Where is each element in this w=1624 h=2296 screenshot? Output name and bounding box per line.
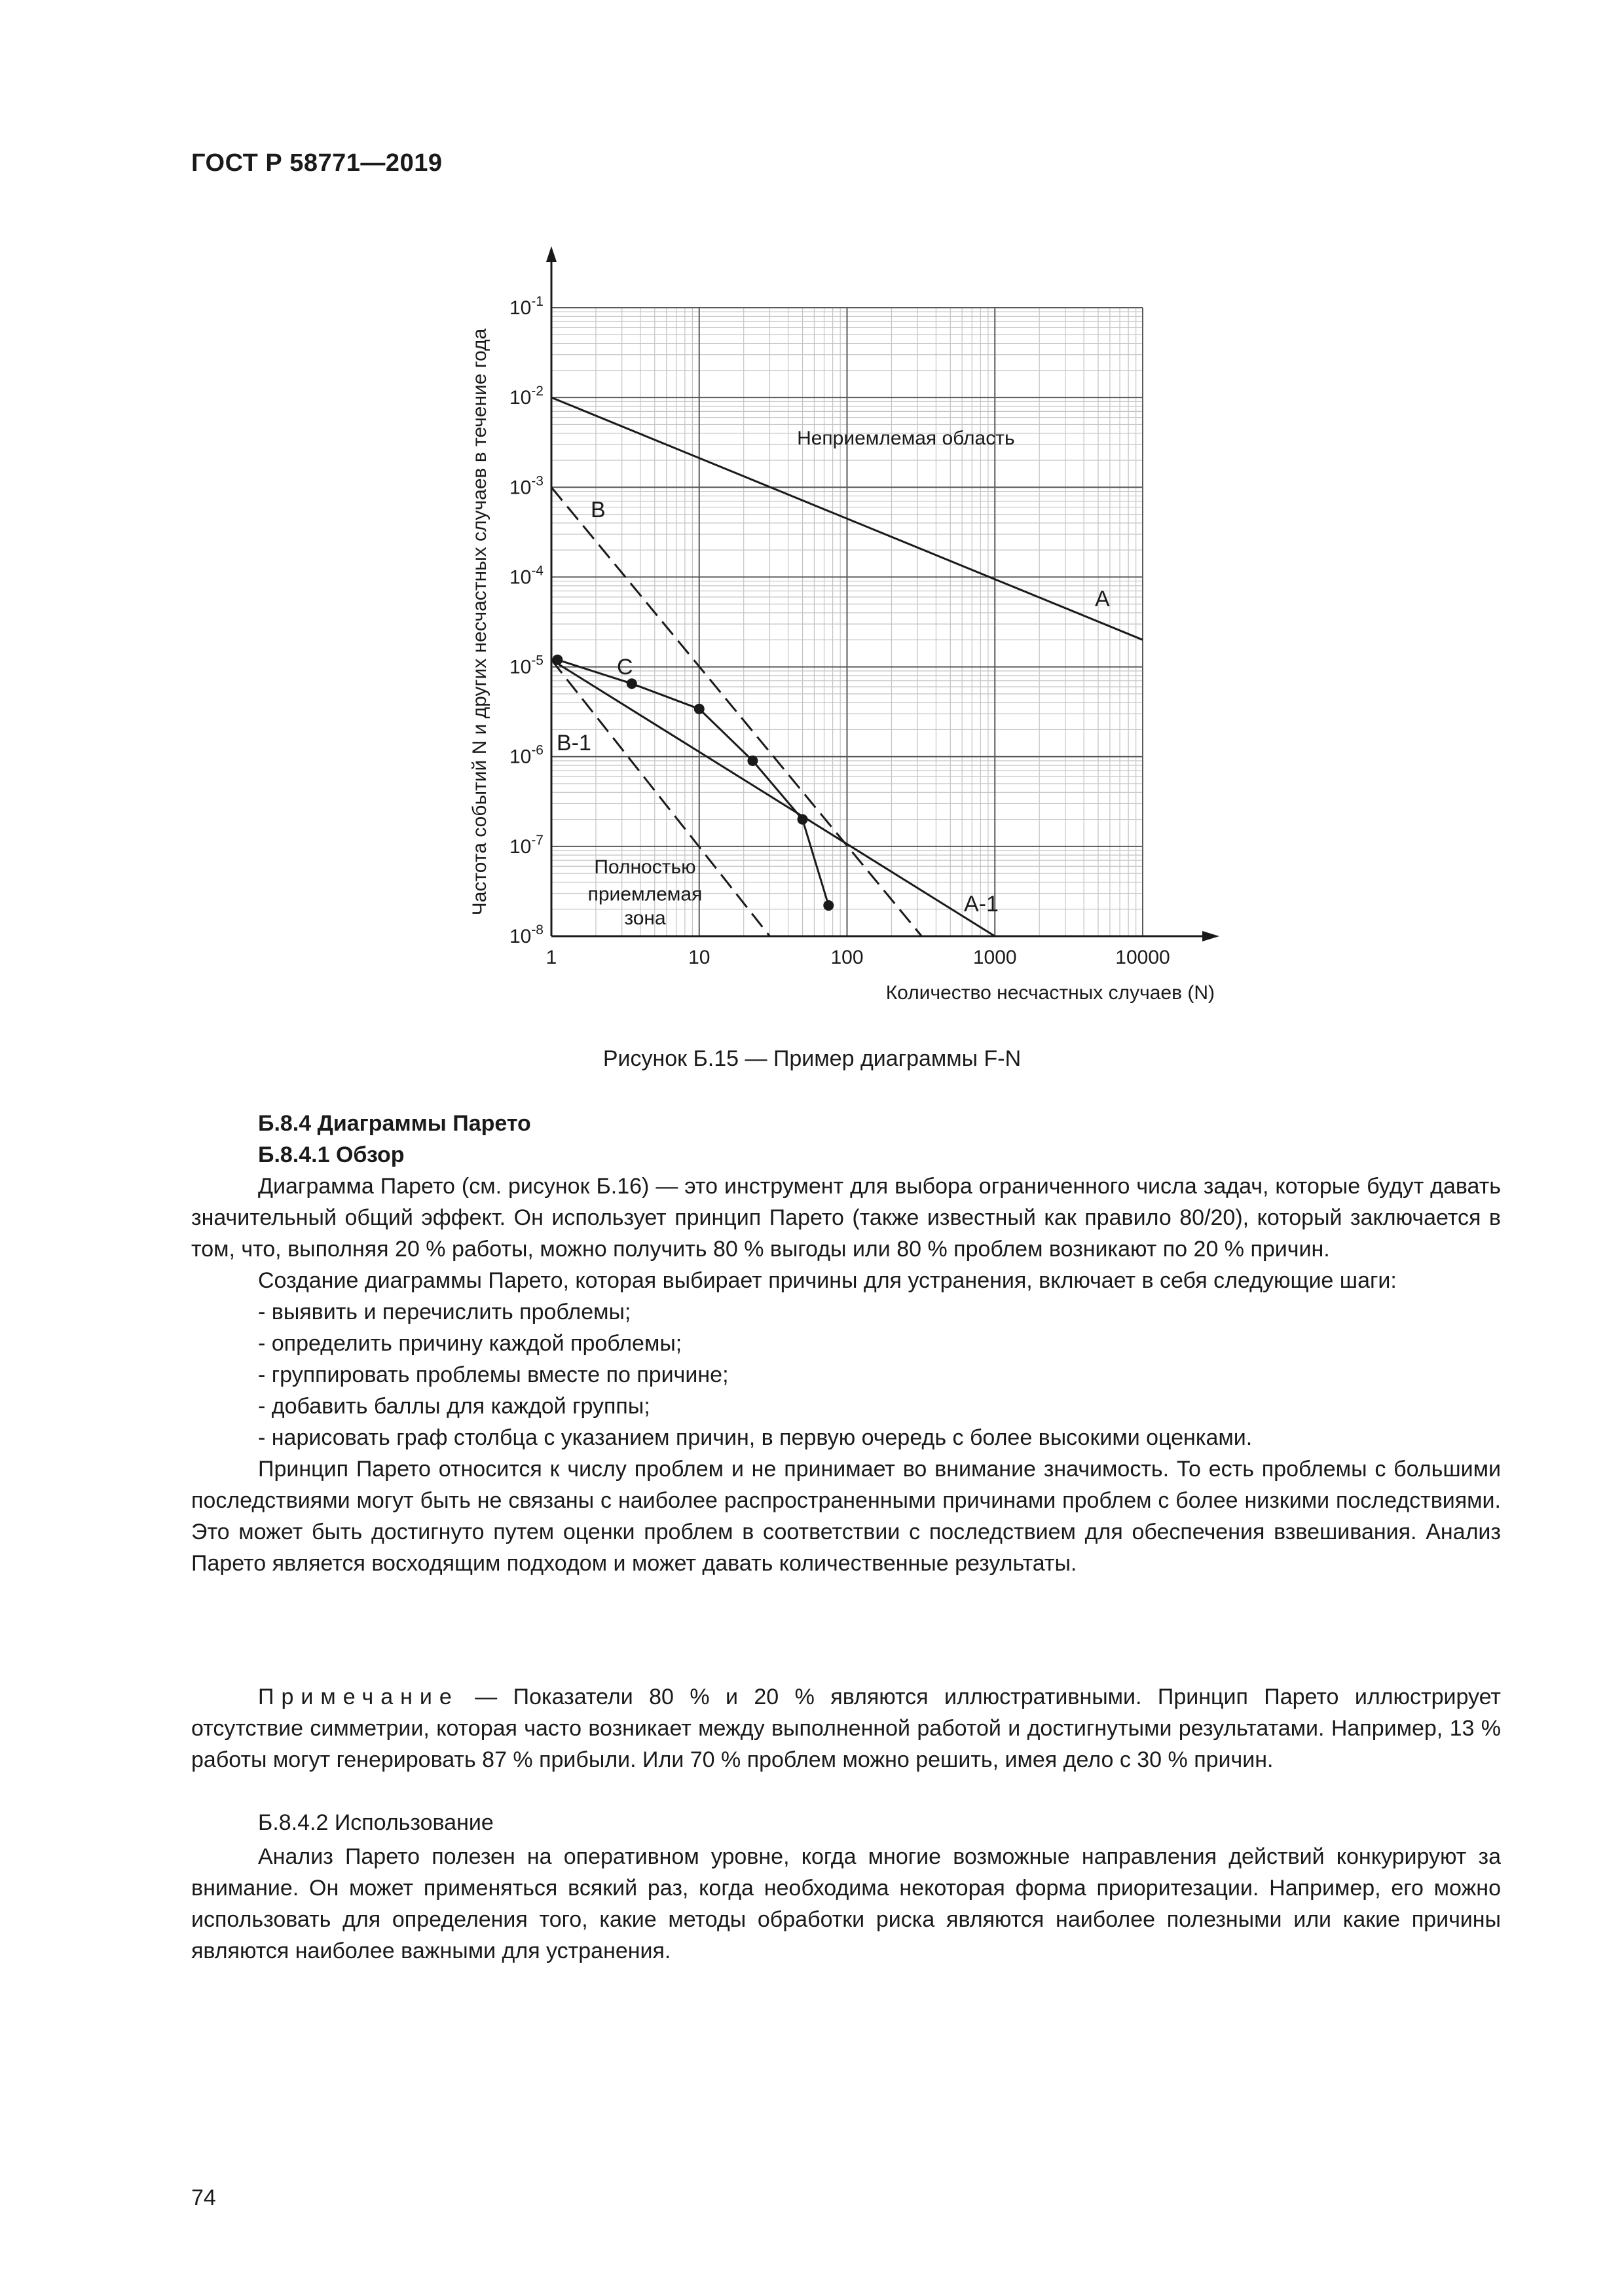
subsection-heading-usage: Б.8.4.2 Использование <box>258 1810 494 1835</box>
region-label: зона <box>624 907 666 930</box>
note-text: — Показатели 80 % и 20 % являются иллюстративными. Принцип Парето иллюстрирует отсутствие симметрии, которая часто возникает между выполненной работой и достигнутыми результатами. Например, 13 % работы могут генерировать 87 % прибыли. Или 70 % проблем можно решить, имея дело с 30 % причин. <box>191 1685 1501 1772</box>
x-axis-title: Количество несчастных случаев (N) <box>885 982 1215 1004</box>
x-axis-arrow <box>1202 931 1219 941</box>
region-label: Неприемлемая область <box>797 427 1015 449</box>
axes-layer <box>546 246 1219 941</box>
paragraph-usage: Анализ Парето полезен на оперативном уровне, когда многие возможные направления действий конкурируют за внимание. Он может применяться всякий раз, когда необходима некоторая форма приоритезации. Например, его можно использовать для определения того, какие методы обработки риска являются наиболее полезными или какие причины являются наиболее важными для устранения. <box>191 1844 1501 1963</box>
x-tick-label: 1 <box>545 947 557 968</box>
list-item: - нарисовать граф столбца с указанием причин, в первую очередь с более высокими оценками. <box>258 1425 1253 1450</box>
subsection-heading: Б.8.4.1 Обзор <box>258 1142 405 1167</box>
series-label-b: B <box>591 498 606 522</box>
list-item: - выявить и перечислить проблемы; <box>258 1300 631 1324</box>
y-tick-label: $10^{-4}$ <box>509 563 544 589</box>
data-point <box>694 704 705 714</box>
section-b-8-4 <box>191 1108 1501 1579</box>
x-tick-label: 100 <box>830 947 864 968</box>
y-axis-arrow <box>546 246 557 262</box>
x-tick-label: 10 <box>688 947 710 968</box>
y-tick-label: $10^{-3}$ <box>509 473 544 499</box>
data-point <box>747 756 758 766</box>
list-item: - группировать проблемы вместе по причине; <box>258 1362 729 1387</box>
series-label-c: C <box>617 655 633 680</box>
note-block <box>191 1681 1501 1776</box>
data-point <box>823 900 834 911</box>
y-tick-label: $10^{-5}$ <box>509 653 544 678</box>
paragraph-steps-intro: Создание диаграммы Парето, которая выбирает причины для устранения, включает в себя следующие шаги: <box>258 1268 1397 1293</box>
region-label: Полностью <box>594 856 696 879</box>
region-label: приемлемая <box>587 883 703 905</box>
data-point <box>627 678 637 689</box>
note-label: Примечание <box>258 1685 459 1709</box>
y-tick-label: $10^{-2}$ <box>509 384 544 409</box>
paragraph-principle: Принцип Парето относится к числу проблем и не принимает во внимание значимость. То есть проблемы с большими последствиями могут быть не связаны с наиболее распространенными причинами проблем с более низкими последствиями. Это может быть достигнуто путем оценки проблем в соответствии с последствием для обеспечения взвешивания. Анализ Парето является восходящим подходом и может давать количественные результаты. <box>191 1457 1501 1576</box>
data-point <box>552 655 563 665</box>
figure-caption: Рисунок Б.15 — Пример диаграммы F-N <box>602 1046 1022 1071</box>
series-label-b-1: B-1 <box>557 731 591 756</box>
y-axis-title: Частота событий N и других несчастных случаев в течение года <box>469 328 490 916</box>
fn-diagram <box>458 242 1231 1028</box>
paragraph-overview: Диаграмма Парето (см. рисунок Б.16) — это инструмент для выбора ограниченного числа задач, которые будут давать значительный общий эффект. Он использует принцип Парето (также известный как правило 80/20), который заключается в том, что, выполняя 20 % работы, можно получить 80 % выгоды или 80 % проблем возникают по 20 % причин. <box>191 1174 1501 1262</box>
y-tick-label: $10^{-7}$ <box>509 832 544 858</box>
x-tick-label: 1000 <box>972 947 1017 968</box>
y-tick-label: $10^{-1}$ <box>509 294 544 319</box>
labels-layer <box>469 294 1215 1004</box>
list-item: - определить причину каждой проблемы; <box>258 1331 682 1356</box>
data-point <box>798 814 808 825</box>
x-tick-label: 10000 <box>1115 947 1170 968</box>
series-label-a-1: A-1 <box>964 892 999 917</box>
series-label-a: A <box>1095 587 1110 611</box>
list-item: - добавить баллы для каждой группы; <box>258 1394 650 1419</box>
y-tick-label: $10^{-6}$ <box>509 742 544 768</box>
y-tick-label: $10^{-8}$ <box>509 922 544 947</box>
section-heading: Б.8.4 Диаграммы Парето <box>258 1111 531 1136</box>
page-number: 74 <box>191 2185 216 2210</box>
document-header: ГОСТ Р 58771—2019 <box>191 149 443 177</box>
section-b-8-4-2 <box>191 1807 1501 1967</box>
